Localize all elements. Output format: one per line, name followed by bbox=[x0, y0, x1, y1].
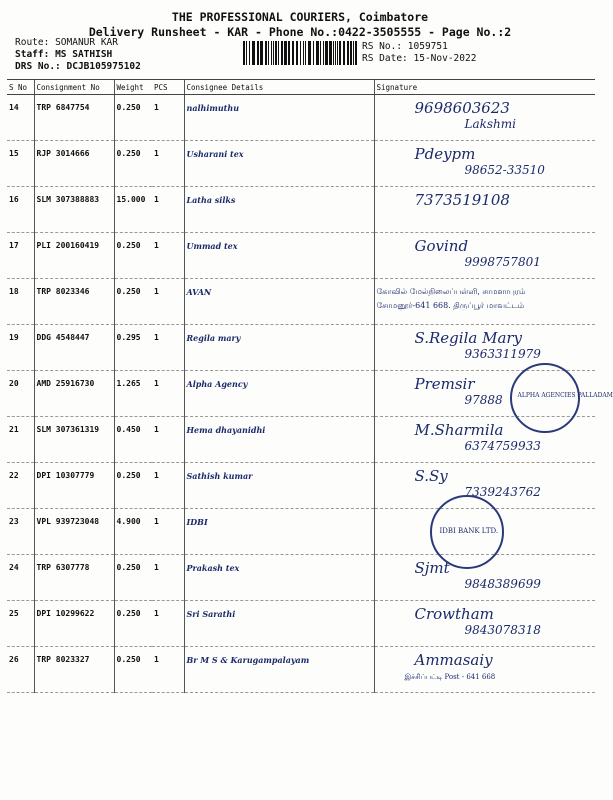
cell-pcs: 1 bbox=[152, 325, 184, 371]
cell-consignee: Alpha Agency bbox=[184, 371, 374, 417]
cell-weight: 0.250 bbox=[114, 555, 152, 601]
signature-phone: 7339243762 bbox=[464, 485, 541, 499]
cell-consignment: DPI 10307779 bbox=[34, 463, 114, 509]
stamp-text: கோவில் மேல்நிலைப்பள்ளி, சாமளாபுரம் bbox=[376, 287, 526, 296]
table-row bbox=[7, 279, 595, 325]
cell-consignee: Regila mary bbox=[184, 325, 374, 371]
cell-sno: 16 bbox=[7, 187, 34, 233]
rs-date-label: RS Date: bbox=[362, 53, 408, 64]
drs-value: DCJB105975102 bbox=[66, 61, 141, 72]
signature-text: Govind bbox=[414, 237, 469, 255]
cell-consignee: Hema dhayanidhi bbox=[184, 417, 374, 463]
cell-consignee: Sathish kumar bbox=[184, 463, 374, 509]
table-row bbox=[7, 509, 595, 555]
cell-signature bbox=[374, 371, 613, 417]
cell-pcs: 1 bbox=[152, 233, 184, 279]
table-row bbox=[7, 187, 595, 233]
table-row bbox=[7, 371, 595, 417]
cell-signature bbox=[374, 555, 595, 601]
cell-signature bbox=[374, 187, 595, 233]
cell-signature bbox=[374, 509, 595, 555]
cell-signature bbox=[374, 141, 595, 187]
cell-consignee: Usharani tex bbox=[184, 141, 374, 187]
stamp-text: IDBI BANK LTD. bbox=[439, 527, 499, 535]
cell-signature bbox=[374, 325, 595, 371]
cell-weight: 0.250 bbox=[114, 279, 152, 325]
cell-sno: 14 bbox=[7, 95, 34, 141]
cell-sno: 23 bbox=[7, 509, 34, 555]
cell-weight: 0.250 bbox=[114, 601, 152, 647]
post-stamp-text: இச்சிப்பட்டி Post - 641 668 bbox=[404, 673, 496, 681]
table-row bbox=[7, 555, 595, 601]
signature-text: Ammasaiy bbox=[414, 651, 493, 669]
col-consignee: Consignee Details bbox=[184, 80, 374, 95]
table-row bbox=[7, 417, 595, 463]
table-header-row bbox=[7, 80, 595, 95]
cell-weight: 0.295 bbox=[114, 325, 152, 371]
table-row bbox=[7, 325, 595, 371]
rs-no-line bbox=[362, 41, 448, 52]
cell-consignee: AVAN bbox=[184, 279, 374, 325]
table-row bbox=[7, 601, 595, 647]
cell-consignee: Prakash tex bbox=[184, 555, 374, 601]
cell-weight: 0.250 bbox=[114, 233, 152, 279]
cell-pcs: 1 bbox=[152, 141, 184, 187]
col-sno: S No bbox=[7, 80, 34, 95]
signature-text: S.Sy bbox=[414, 467, 448, 485]
cell-pcs: 1 bbox=[152, 371, 184, 417]
cell-weight: 1.265 bbox=[114, 371, 152, 417]
cell-consignment: RJP 3014666 bbox=[34, 141, 114, 187]
signature-text: Crowtham bbox=[414, 605, 494, 623]
cell-sno: 26 bbox=[7, 647, 34, 693]
signature-phone: 6374759933 bbox=[464, 439, 541, 453]
signature-phone: 9363311979 bbox=[464, 347, 541, 361]
stamp-text: சோமனூர்-641 668. திருப்பூர் மாவட்டம் bbox=[376, 301, 525, 310]
cell-weight: 0.250 bbox=[114, 647, 152, 693]
cell-pcs: 1 bbox=[152, 463, 184, 509]
cell-pcs: 1 bbox=[152, 95, 184, 141]
table-row bbox=[7, 141, 595, 187]
cell-signature bbox=[374, 95, 595, 141]
cell-consignment: AMD 25916730 bbox=[34, 371, 114, 417]
table-row bbox=[7, 463, 595, 509]
cell-weight: 4.900 bbox=[114, 509, 152, 555]
barcode-icon bbox=[243, 41, 358, 65]
cell-sno: 21 bbox=[7, 417, 34, 463]
staff-line bbox=[15, 49, 112, 60]
signature-phone: 9998757801 bbox=[464, 255, 541, 269]
cell-sno: 15 bbox=[7, 141, 34, 187]
signature-text: 9698603623 bbox=[414, 99, 510, 117]
stamp-text: ALPHA AGENCIES PALLADAM bbox=[517, 392, 613, 399]
route-label: Route: bbox=[15, 37, 50, 48]
cell-consignment: TRP 8023327 bbox=[34, 647, 114, 693]
rs-no-label: RS No.: bbox=[362, 41, 403, 52]
signature-phone: 97888 bbox=[464, 393, 503, 407]
cell-consignment: SLM 307388883 bbox=[34, 187, 114, 233]
cell-sno: 17 bbox=[7, 233, 34, 279]
signature-text: S.Regila Mary bbox=[414, 329, 523, 347]
cell-weight: 15.000 bbox=[114, 187, 152, 233]
cell-consignment: TRP 6307778 bbox=[34, 555, 114, 601]
cell-pcs: 1 bbox=[152, 601, 184, 647]
runsheet-table bbox=[7, 79, 613, 693]
cell-signature bbox=[374, 417, 595, 463]
cell-consignee: Ummad tex bbox=[184, 233, 374, 279]
cell-consignee: IDBI bbox=[184, 509, 374, 555]
cell-consignment: SLM 307361319 bbox=[34, 417, 114, 463]
cell-consignee: Latha silks bbox=[184, 187, 374, 233]
cell-signature bbox=[374, 601, 595, 647]
table-row bbox=[7, 233, 595, 279]
drs-line bbox=[15, 61, 141, 72]
cell-sno: 18 bbox=[7, 279, 34, 325]
cell-pcs: 1 bbox=[152, 647, 184, 693]
rs-date-value: 15-Nov-2022 bbox=[413, 53, 477, 64]
signature-phone: 98652-33510 bbox=[464, 163, 545, 177]
staff-value: MS SATHISH bbox=[55, 49, 113, 60]
signature-text: M.Sharmila bbox=[414, 421, 504, 439]
cell-consignment: PLI 200160419 bbox=[34, 233, 114, 279]
col-consignment: Consignment No bbox=[34, 80, 114, 95]
cell-pcs: 1 bbox=[152, 509, 184, 555]
table-row bbox=[7, 95, 595, 141]
rs-date-line bbox=[362, 53, 476, 64]
signature-phone: 9848389699 bbox=[464, 577, 541, 591]
cell-pcs: 1 bbox=[152, 279, 184, 325]
cell-weight: 0.250 bbox=[114, 463, 152, 509]
cell-sno: 25 bbox=[7, 601, 34, 647]
route-line bbox=[15, 37, 118, 48]
cell-pcs: 1 bbox=[152, 555, 184, 601]
drs-label: DRS No.: bbox=[15, 61, 61, 72]
cell-pcs: 1 bbox=[152, 417, 184, 463]
cell-consignment: VPL 939723048 bbox=[34, 509, 114, 555]
cell-signature bbox=[374, 279, 595, 325]
cell-signature bbox=[374, 233, 595, 279]
cell-consignee: Sri Sarathi bbox=[184, 601, 374, 647]
cell-sno: 19 bbox=[7, 325, 34, 371]
signature-text: 7373519108 bbox=[414, 191, 510, 209]
cell-weight: 0.250 bbox=[114, 141, 152, 187]
company-title: THE PROFESSIONAL COURIERS, Coimbatore bbox=[171, 10, 429, 24]
col-weight: Weight bbox=[114, 80, 152, 95]
signature-phone: Lakshmi bbox=[464, 117, 516, 131]
runsheet-subtitle: Delivery Runsheet - KAR - Phone No.:0422-3505555 - Page No.:2 bbox=[88, 25, 512, 39]
cell-signature bbox=[374, 647, 595, 693]
signature-phone: 9843078318 bbox=[464, 623, 541, 637]
signature-text: Sjmt bbox=[414, 559, 450, 577]
cell-consignment: TRP 6847754 bbox=[34, 95, 114, 141]
cell-sno: 22 bbox=[7, 463, 34, 509]
cell-consignment: DPI 10299622 bbox=[34, 601, 114, 647]
cell-sno: 24 bbox=[7, 555, 34, 601]
signature-text: Pdeypm bbox=[414, 145, 476, 163]
cell-weight: 0.250 bbox=[114, 95, 152, 141]
cell-consignment: TRP 8023346 bbox=[34, 279, 114, 325]
cell-consignee: Br M S & Karugampalayam bbox=[184, 647, 374, 693]
cell-pcs: 1 bbox=[152, 187, 184, 233]
staff-label: Staff: bbox=[15, 49, 50, 60]
col-signature: Signature bbox=[374, 80, 595, 95]
table-row bbox=[7, 647, 595, 693]
cell-weight: 0.450 bbox=[114, 417, 152, 463]
signature-text: Premsir bbox=[414, 375, 475, 393]
rs-no-value: 1059751 bbox=[407, 41, 448, 52]
cell-sno: 20 bbox=[7, 371, 34, 417]
route-value: SOMANUR KAR bbox=[55, 37, 118, 48]
col-pcs: PCS bbox=[152, 80, 184, 95]
cell-consignment: DDG 4548447 bbox=[34, 325, 114, 371]
cell-consignee: nalhimuthu bbox=[184, 95, 374, 141]
